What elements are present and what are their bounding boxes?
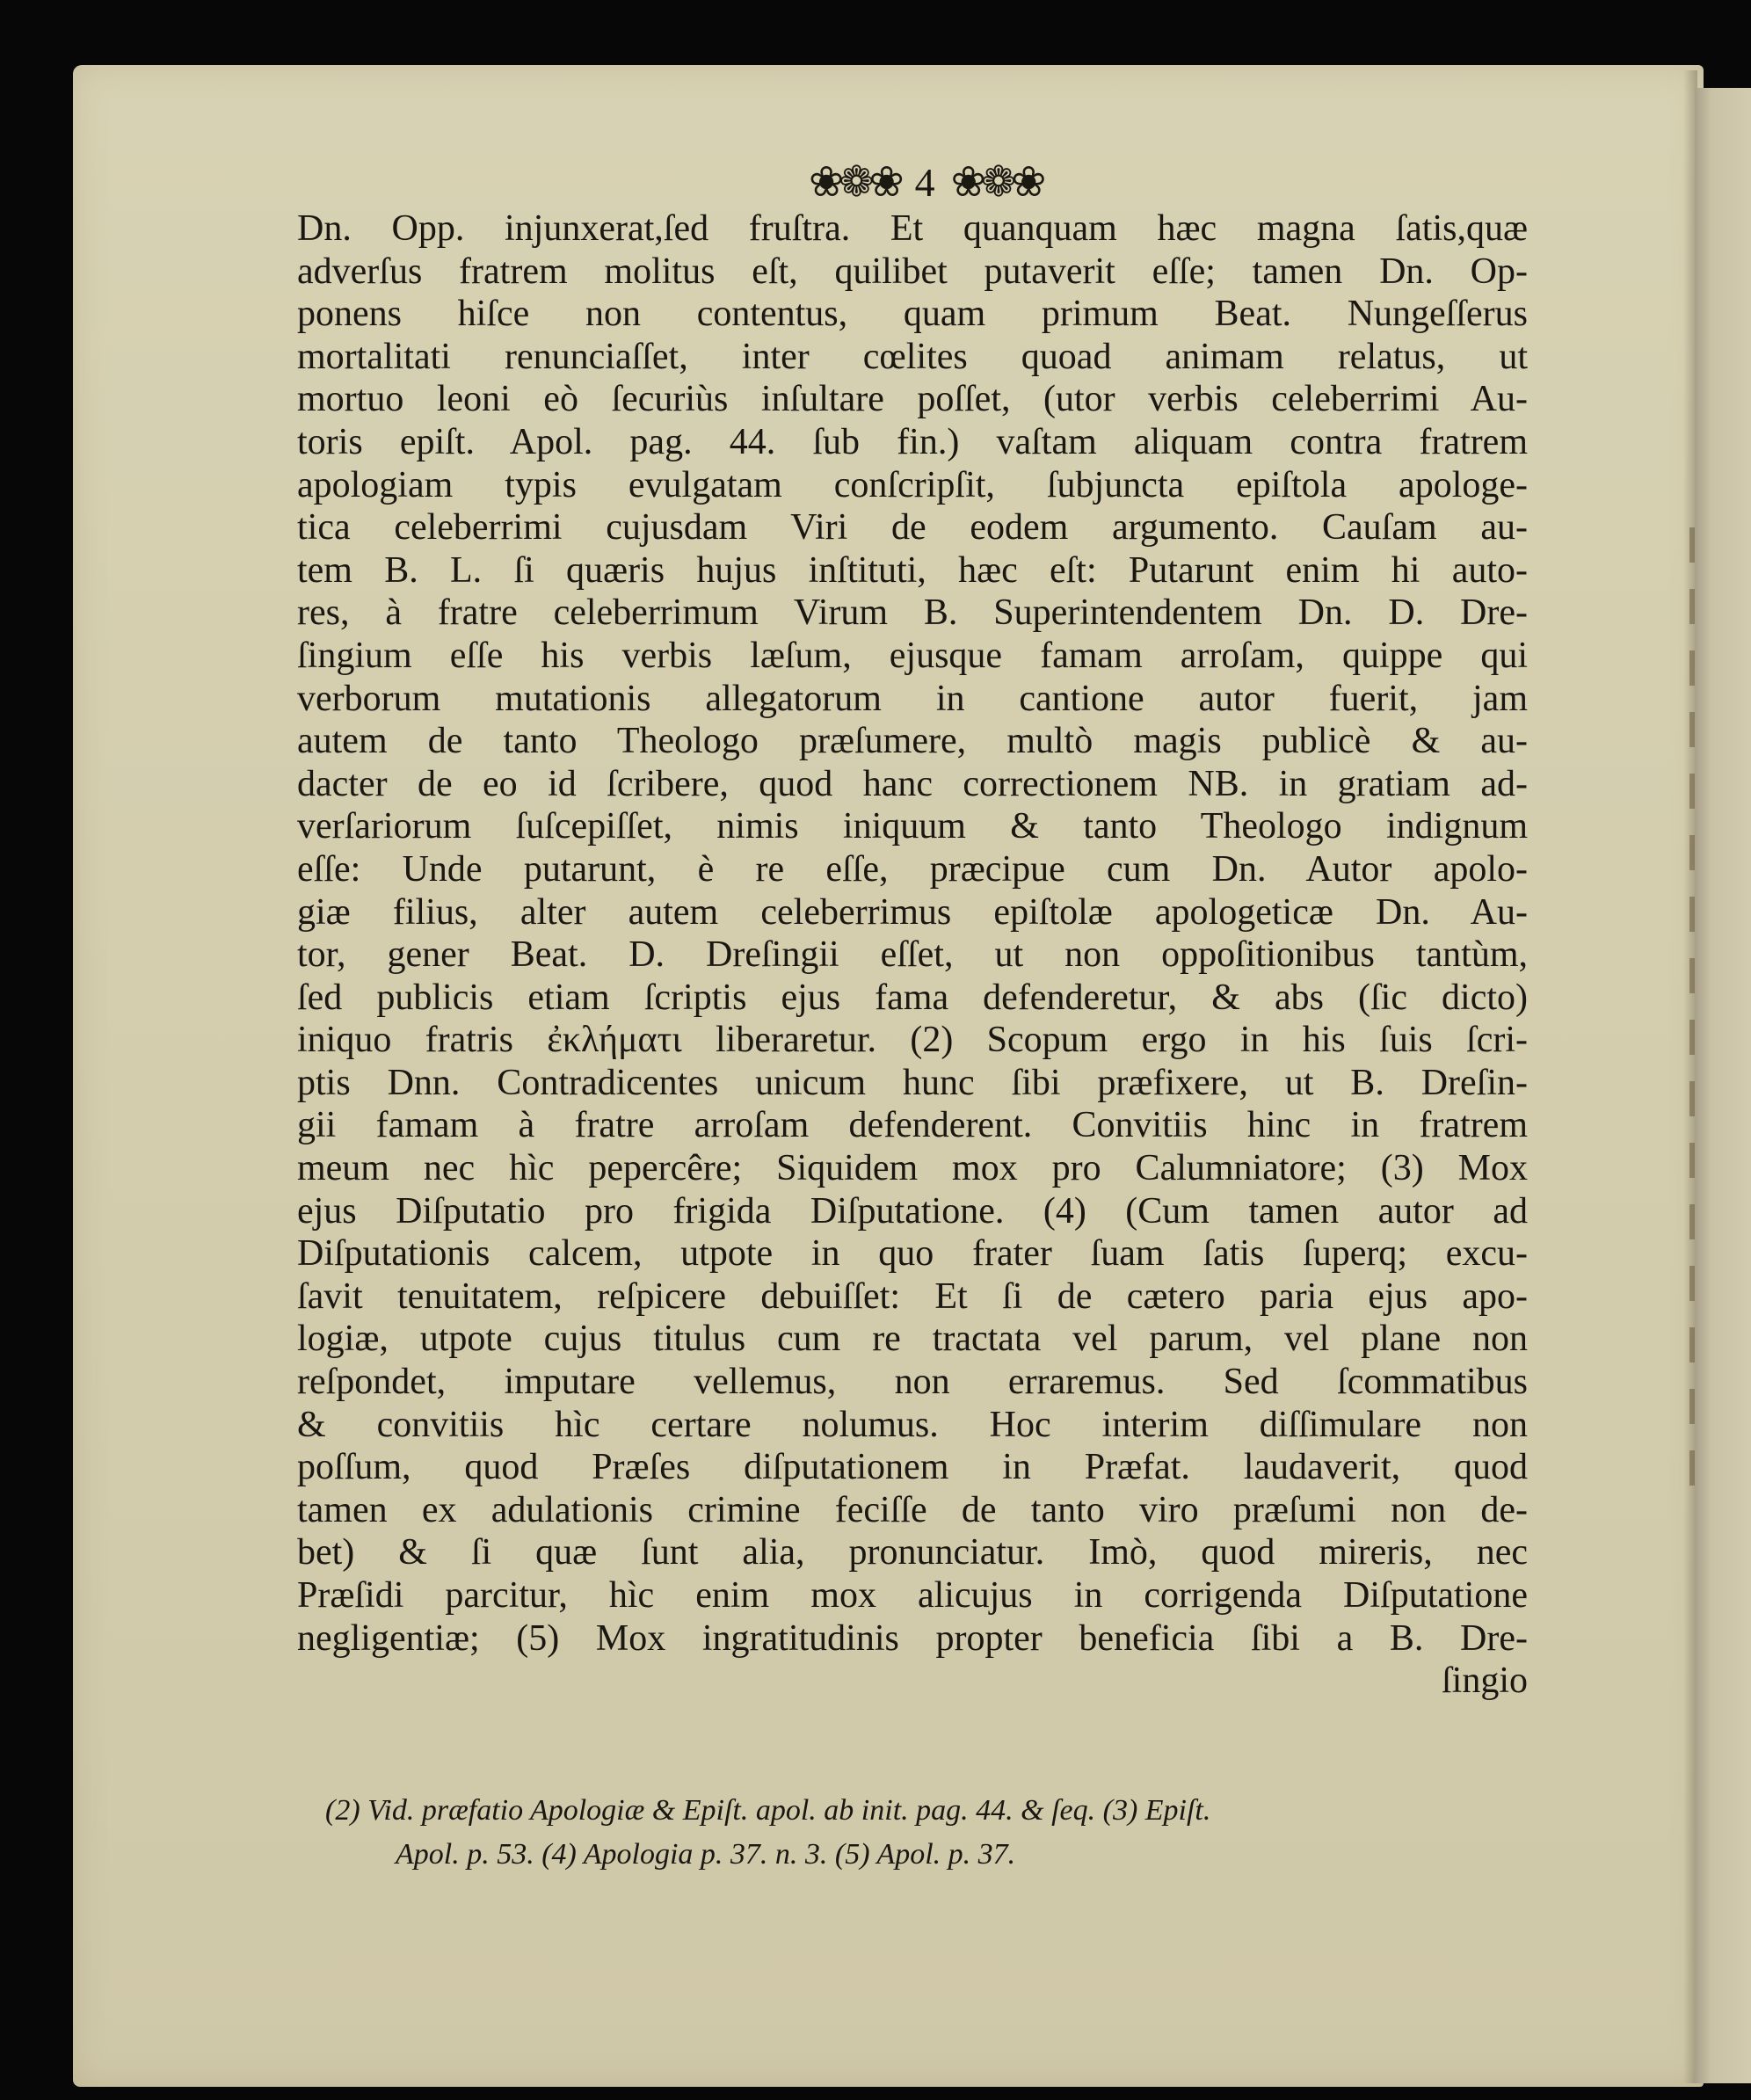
footnotes (325, 1789, 1521, 1877)
catchword: ſingio (1441, 1660, 1528, 1702)
binding-thread (1689, 527, 1695, 1494)
text-line: bet) & ſi quæ ſunt alia, pronunciatur. Imò, quod mireris, nec (297, 1532, 1528, 1573)
text-line: meum nec hìc pepercêre; Siquidem mox pro Calumniatore; (3) Mox (297, 1148, 1528, 1189)
text-line: dacter de eo id ſcribere, quod hanc correctionem NB. in gratiam ad- (297, 763, 1528, 804)
text-line: ponens hiſce non contentus, quam primum Beat. Nungeſſerus (297, 294, 1528, 335)
text-line: poſſum, quod Præſes diſputationem in Præfat. laudaverit, quod (297, 1447, 1528, 1488)
text-line: ſingium eſſe his verbis læſum, ejusque famam arroſam, quippe qui (297, 635, 1528, 676)
text-line: autem de tanto Theologo præſumere, multò magis publicè & au- (297, 721, 1528, 762)
text-line: tica celeberrimi cujusdam Viri de eodem argumento. Cauſam au- (297, 507, 1528, 549)
main-text (297, 207, 1528, 1703)
text-line: giæ filius, alter autem celeberrimus epiſtolæ apologeticæ Dn. Au- (297, 891, 1528, 933)
text-line: res, à fratre celeberrimum Virum B. Superintendentem Dn. D. Dre- (297, 592, 1528, 634)
text-line: Dn. Opp. injunxerat,ſed fruſtra. Et quanquam hæc magna ſatis,quæ (297, 208, 1528, 249)
text-line: tamen ex adulationis crimine feciſſe de tanto viro præſumi non de- (297, 1489, 1528, 1530)
text-line: mortalitati renunciaſſet, inter cœlites quoad animam relatus, ut (297, 336, 1528, 377)
text-line: tem B. L. ſi quæris hujus inſtituti, hæc eſt: Putarunt enim hi auto- (297, 549, 1528, 591)
text-line: apologiam typis evulgatam conſcripſit, ſubjuncta epiſtola apologe- (297, 464, 1528, 505)
text-line: toris epiſt. Apol. pag. 44. ſub fin.) vaſtam aliquam contra fratrem (297, 421, 1528, 462)
text-line: verſariorum ſuſcepiſſet, nimis iniquum & tanto Theologo indignum (297, 806, 1528, 847)
text-line: negligentiæ; (5) Mox ingratitudinis propter beneficia ſibi a B. Dre- (297, 1617, 1528, 1659)
text-line: verborum mutationis allegatorum in cantione autor fuerit, jam (297, 678, 1528, 719)
footnote-line: (2) Vid. præfatio Apologiæ & Epiſt. apol. ab init. pag. 44. & ſeq. (3) Epiſt. (325, 1794, 1211, 1827)
text-line: eſſe: Unde putarunt, è re eſſe, præcipue cum Dn. Autor apolo- (297, 848, 1528, 890)
text-line: ptis Dnn. Contradicentes unicum hunc ſibi præfixere, ut B. Dreſin- (297, 1062, 1528, 1103)
ornament-right-icon: ❀❁❀ (950, 159, 1042, 206)
page-number: 4 (914, 160, 935, 205)
text-line: iniquo fratris ἐκλήματι liberaretur. (2) Scopum ergo in his ſuis ſcri- (297, 1020, 1528, 1061)
text-line: ſavit tenuitatem, reſpicere debuiſſet: Et ſi de cætero paria ejus apo- (297, 1275, 1528, 1317)
ornament-left-icon: ❀❁❀ (809, 159, 899, 206)
text-line: tor, gener Beat. D. Dreſingii eſſet, ut non oppoſitionibus tantùm, (297, 934, 1528, 976)
footnote-line: Apol. p. 53. (4) Apologia p. 37. n. 3. (5) Apol. p. 37. (396, 1838, 1016, 1871)
text-line: reſpondet, imputare vellemus, non erraremus. Sed ſcommatibus (297, 1362, 1528, 1403)
text-line: Præſidi parcitur, hìc enim mox alicujus in corrigenda Diſputatione (297, 1575, 1528, 1616)
page-header (809, 156, 1041, 209)
text-line: logiæ, utpote cujus titulus cum re tractata vel parum, vel plane non (297, 1319, 1528, 1360)
text-line: Diſputationis calcem, utpote in quo frater ſuam ſatis ſuperq; excu- (297, 1233, 1528, 1275)
text-line: ejus Diſputatio pro frigida Diſputatione. (4) (Cum tamen autor ad (297, 1190, 1528, 1232)
facing-page-edge (1695, 88, 1751, 2083)
text-line: adverſus fratrem molitus eſt, quilibet putaverit eſſe; tamen Dn. Op- (297, 251, 1528, 292)
text-line: ſed publicis etiam ſcriptis ejus fama defenderetur, & abs (ſic dicto) (297, 977, 1528, 1018)
text-line: & convitiis hìc certare nolumus. Hoc interim diſſimulare non (297, 1404, 1528, 1445)
text-line: gii famam à fratre arroſam defenderent. Convitiis hinc in fratrem (297, 1105, 1528, 1146)
text-line: mortuo leoni eò ſecuriùs inſultare poſſet, (utor verbis celeberrimi Au- (297, 379, 1528, 420)
